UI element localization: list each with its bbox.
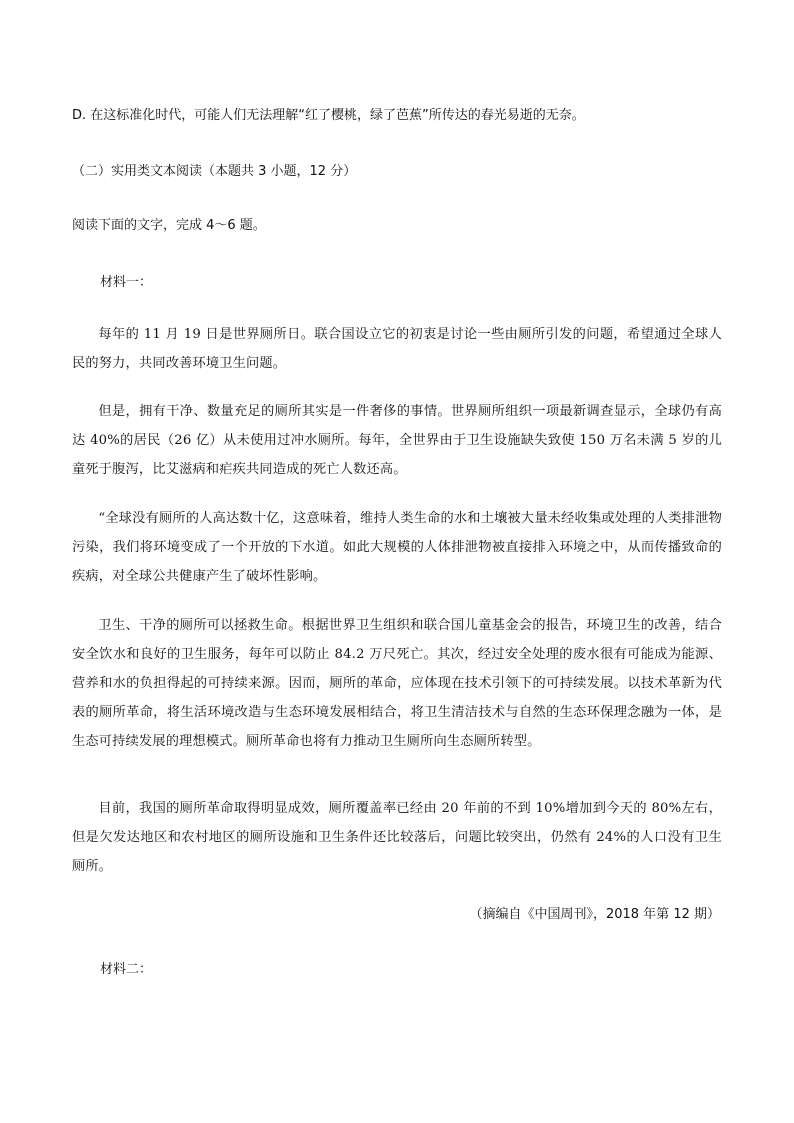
material-1-source: （摘编自《中国周刊》，2018 年第 12 期） bbox=[469, 907, 720, 922]
material-1-paragraph-1: 每年的 11 月 19 日是世界厕所日。联合国设立它的初衷是讨论一些由厕所引发的问题，希望通过全球人民的努力，共同改善环境卫生问题。 bbox=[72, 327, 722, 371]
material-1-paragraph-3: “全球没有厕所的人高达数十亿，这意味着，维持人类生命的水和土壤被大量未经收集或处理的人类排泄物污染，我们将环境变成了一个开放的下水道。如此大规模的人体排泄物被直接排入环境之中，从而传播致命的疾病，对全球公共健康产生了破坏性影响。 bbox=[72, 511, 722, 584]
material-1-label: 材料一： bbox=[100, 275, 153, 290]
material-1-paragraph-5: 目前，我国的厕所革命取得明显成效，厕所覆盖率已经由 20 年前的不到 10%增加到今天的 80%左右，但是欠发达地区和农村地区的厕所设施和卫生条件还比较落后，问题比较突出，仍然有 24%的人口没有卫生厕所。 bbox=[72, 801, 722, 874]
question-option-d: D. 在这标准化时代，可能人们无法理解“红了樱桃，绿了芭蕉”所传达的春光易逝的无奈。 bbox=[72, 108, 585, 123]
material-2-label: 材料二： bbox=[100, 962, 153, 977]
section-heading: （二）实用类文本阅读（本题共 3 小题，12 分） bbox=[72, 164, 357, 179]
instruction-text: 阅读下面的文字，完成 4～6 题。 bbox=[72, 218, 266, 233]
material-1-paragraph-4: 卫生、干净的厕所可以拯救生命。根据世界卫生组织和联合国儿童基金会的报告，环境卫生的改善，结合安全饮水和良好的卫生服务，每年可以防止 84.2 万尺死亡。其次，经过安全处理的废水很有可能成为能源、营养和水的负担得起的可持续来源。因而，厕所的革命，应体现在技术引领下的可持续发展。以技术革新为代表的厕所革命，将生活环境改造与生态环境发展相结合，将卫生清洁技术与自然的生态环保理念融为一体，是生态可持续发展的理想模式。厕所革命也将有力推动卫生厕所向生态厕所转型。 bbox=[72, 618, 722, 749]
material-1-paragraph-2: 但是，拥有干净、数量充足的厕所其实是一件奢侈的事情。世界厕所组织一项最新调查显示，全球仍有高达 40%的居民（26 亿）从未使用过冲水厕所。每年，全世界由于卫生设施缺失致使 150 万名未满 5 岁的儿童死于腹泻，比艾滋病和疟疾共同造成的死亡人数还高。 bbox=[72, 404, 722, 477]
